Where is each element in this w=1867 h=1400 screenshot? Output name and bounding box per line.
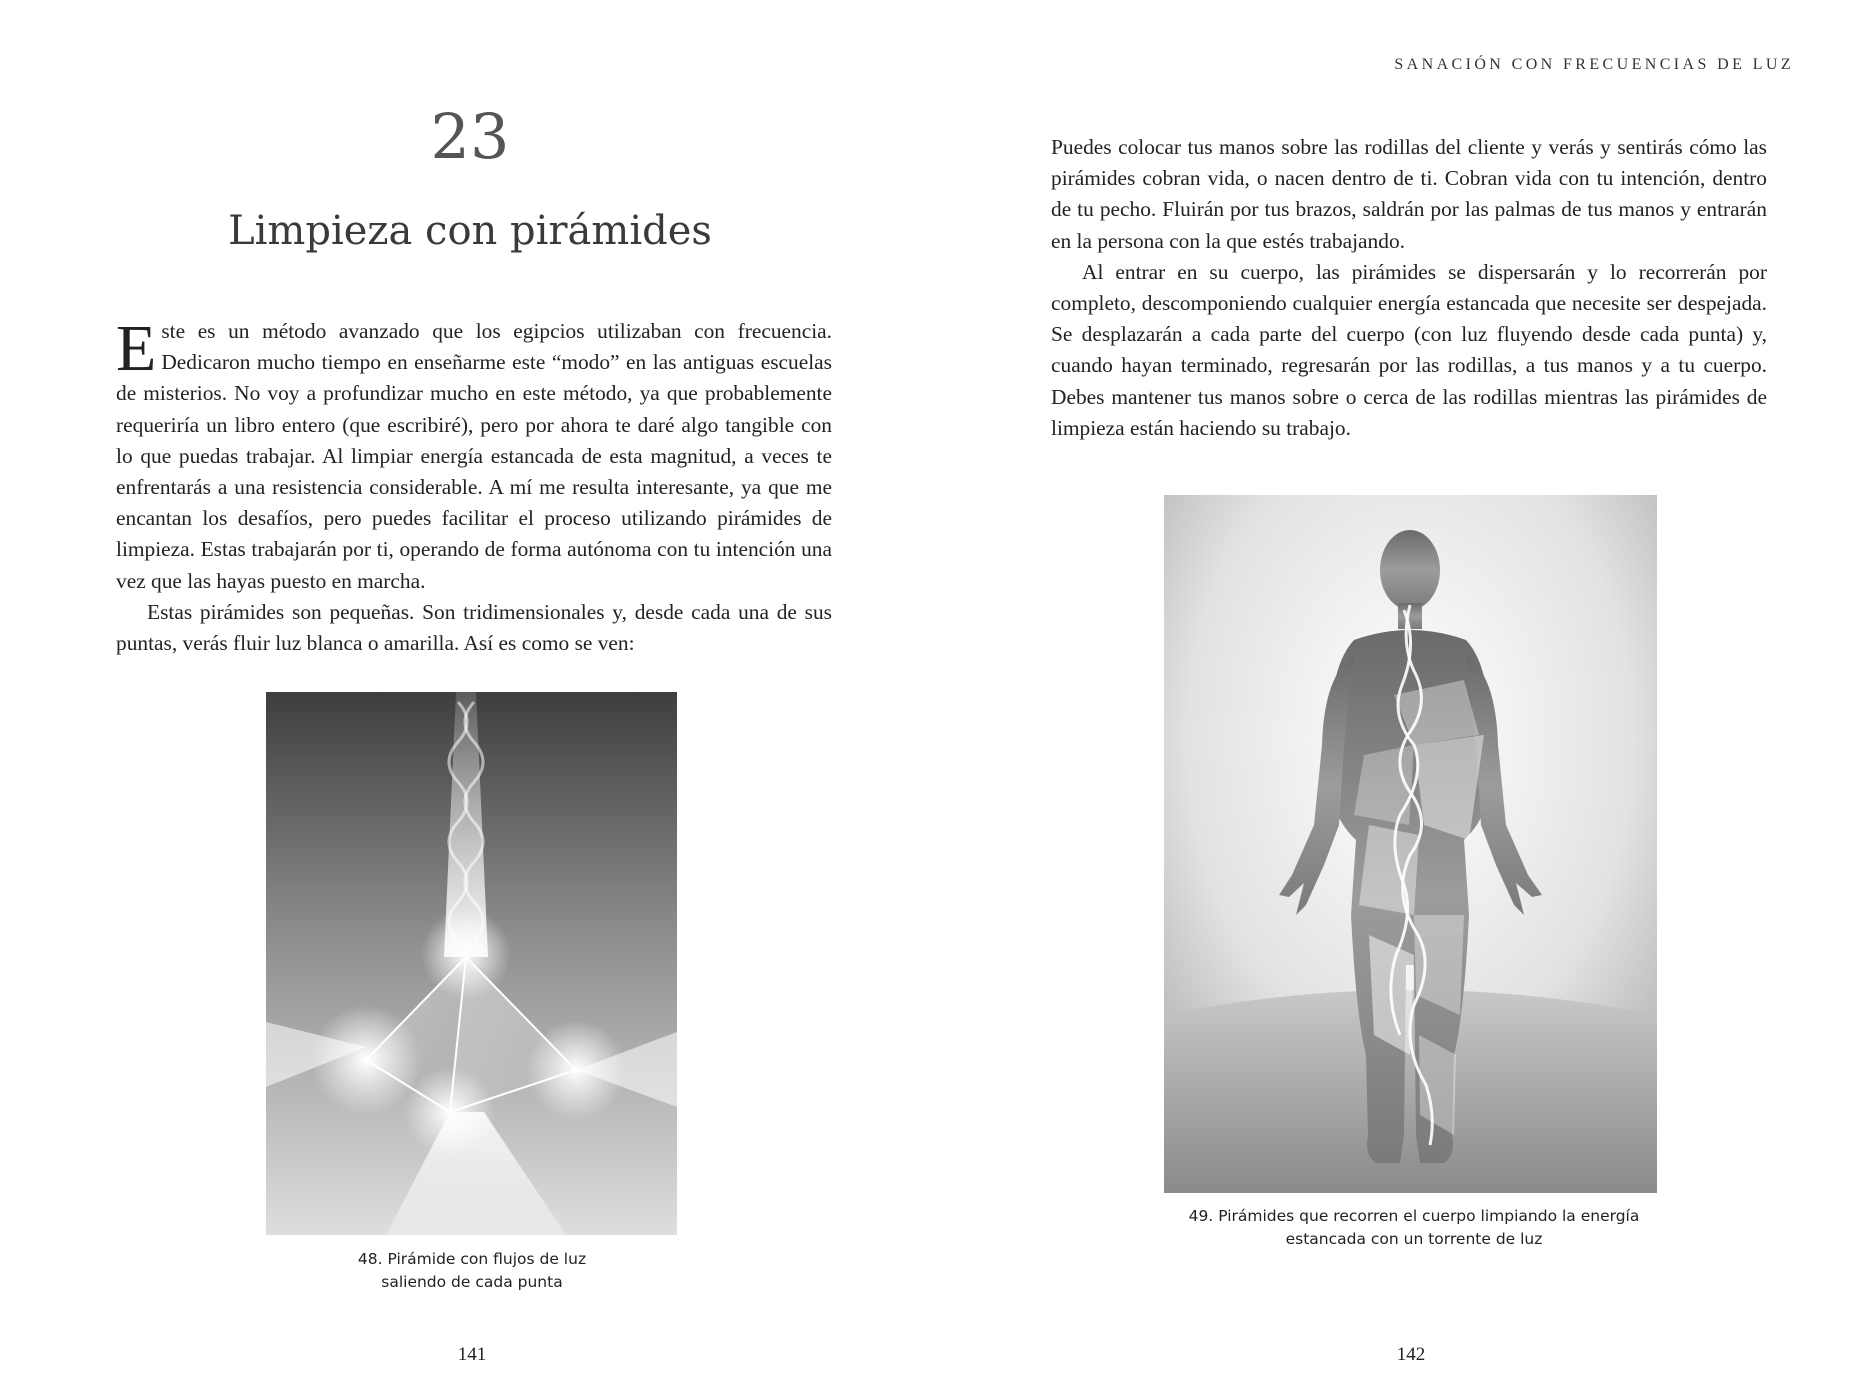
pyramid-illustration xyxy=(266,692,677,1235)
caption-line-1: 48. Pirámide con flujos de luz xyxy=(357,1250,587,1268)
running-head: SANACIÓN CON FRECUENCIAS DE LUZ xyxy=(1394,56,1794,73)
caption-line-1: 49. Pirámides que recorren el cuerpo limpiando la energía xyxy=(1188,1207,1640,1225)
chapter-number: 23 xyxy=(430,100,510,173)
left-body-text xyxy=(116,312,832,659)
chapter-title: Limpieza con pirámides xyxy=(228,208,712,254)
paragraph-3: Puedes colocar tus manos sobre las rodillas del cliente y verás y sentirás cómo las pirámides cobran vida, o nacen dentro de ti. Cobran vida con tu intención, dentro de tu pecho. Fluirán por tus brazos, saldrán por las palmas de tus manos y entrarán en la persona con la que estés trabajando. xyxy=(1051,135,1767,253)
drop-cap: E xyxy=(116,312,157,385)
right-body-text xyxy=(1051,132,1767,444)
caption-line-2: saliendo de cada punta xyxy=(381,1273,563,1291)
paragraph-4: Al entrar en su cuerpo, las pirámides se dispersarán y lo recorrerán por completo, descomponiendo cualquier energía estancada que necesite ser despejada. Se desplazarán a cada parte del cuerpo (con luz fluyendo desde cada punta) y, cuando hayan terminado, regresarán por las rodillas, a tus manos y a tu cuerpo. Debes mantener tus manos sobre o cerca de las rodillas mientras las pirámides de limpieza están haciendo su trabajo. xyxy=(1051,259,1767,440)
right-page xyxy=(934,0,1867,1400)
caption-line-2: estancada con un torrente de luz xyxy=(1285,1230,1543,1248)
paragraph-1-text: ste es un método avanzado que los egipcios utilizaban con frecuencia. Dedicaron mucho tiempo en enseñarme este “modo” en las antiguas escuelas de misterios. No voy a profundizar mucho en este método, ya que probablemente requeriría un libro entero (que escribiré), pero por ahora te daré algo tangible con lo que puedas trabajar. Al limpiar energía estancada de esta magnitud, a veces te enfrentarás a una resistencia considerable. A mí me resulta interesante, ya que me encantan los desafíos, pero puedes facilitar el proceso utilizando pirámides de limpieza. Estas trabajarán por ti, operando de forma autónoma con tu intención una vez que las hayas puesto en marcha. xyxy=(116,319,832,593)
left-page xyxy=(0,0,933,1400)
paragraph-2: Estas pirámides son pequeñas. Son tridimensionales y, desde cada una de sus puntas, verás fluir luz blanca o amarilla. Así es como se ven: xyxy=(116,599,832,656)
page-number-right: 142 xyxy=(1396,1344,1426,1365)
paragraph-1 xyxy=(116,312,832,597)
figure-48-caption xyxy=(222,1248,722,1294)
figure-49-caption xyxy=(1094,1205,1734,1251)
human-body-illustration xyxy=(1164,495,1657,1193)
page-number-left: 141 xyxy=(457,1344,487,1365)
